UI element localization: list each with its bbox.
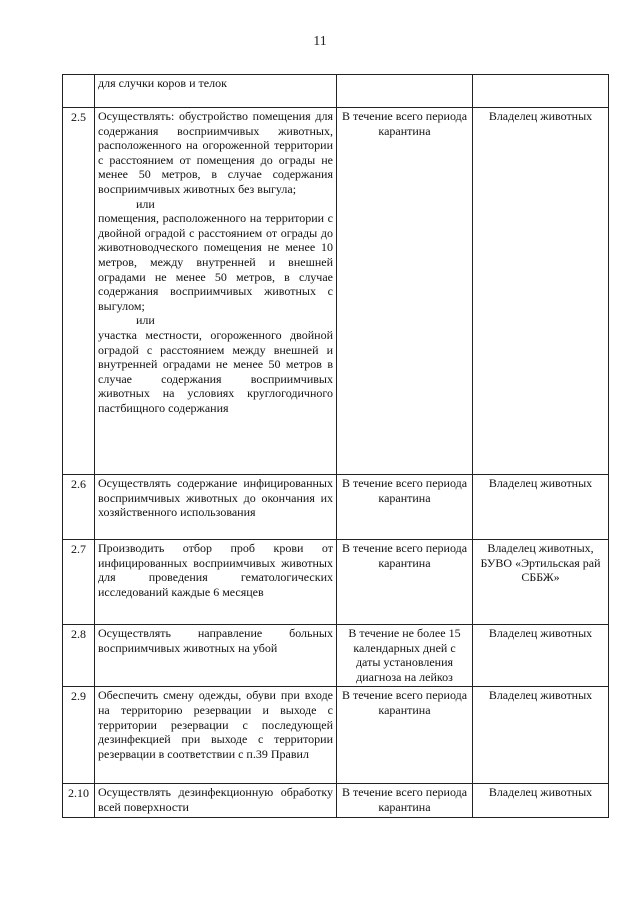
action-text: Обеспечить смену одежды, обуви при входе на территорию резервации и выходе с территории резервации с последующей дезинфекцией при выходе с территории резервации в соответствии с п.39 Правил bbox=[95, 687, 337, 784]
term-text: В течение всего периода карантина bbox=[337, 687, 473, 784]
row-number: 2.6 bbox=[63, 475, 95, 540]
table-row-2-5 bbox=[63, 108, 609, 475]
page-number: 11 bbox=[313, 34, 327, 49]
action-text bbox=[95, 108, 337, 475]
row-number: 2.9 bbox=[63, 687, 95, 784]
row-number: 2.5 bbox=[63, 108, 95, 475]
term-text: В течение всего периода карантина bbox=[337, 475, 473, 540]
responsible-text: Владелец животных bbox=[473, 475, 609, 540]
responsible-text: Владелец животных bbox=[473, 687, 609, 784]
action-text: Осуществлять дезинфекционную обработку всей поверхности bbox=[95, 784, 337, 817]
table-row-2-8 bbox=[63, 625, 609, 687]
table-row-2-6 bbox=[63, 475, 609, 540]
responsible-text: Владелец животных bbox=[473, 784, 609, 817]
action-option-1: Осуществлять: обустройство помещения для содержания восприимчивых животных, расположенного на огороженной территории с расстоянием от помещения до ограды не менее 50 метров, в случае содержания восприимчивых животных без выгула; bbox=[98, 109, 333, 196]
action-or-separator: или bbox=[136, 313, 155, 328]
table-row-2-9 bbox=[63, 687, 609, 784]
responsible-text: Владелец животных bbox=[473, 625, 609, 687]
row-number: 2.10 bbox=[63, 784, 95, 817]
action-text: Осуществлять направление больных восприимчивых животных на убой bbox=[95, 625, 337, 687]
action-text: для случки коров и телок bbox=[95, 75, 337, 108]
responsible-text: Владелец животных, БУВО «Эртильская рай СББЖ» bbox=[473, 540, 609, 625]
table-row-continuation bbox=[63, 75, 609, 108]
row-number: 2.8 bbox=[63, 625, 95, 687]
action-text: Производить отбор проб крови от инфицированных восприимчивых животных для проведения гематологических исследований каждые 6 месяцев bbox=[95, 540, 337, 625]
table-row-2-7 bbox=[63, 540, 609, 625]
row-number bbox=[63, 75, 95, 108]
responsible-text: Владелец животных bbox=[473, 108, 609, 475]
action-option-3: участка местности, огороженного двойной оградой с расстоянием между внешней и внутренней оградами не менее 50 метров в случае содержания восприимчивых животных на условиях круглогодичного пастбищного содержания bbox=[98, 327, 333, 415]
term-text: В течение не более 15 календарных дней с даты установления диагноза на лейкоз bbox=[337, 625, 473, 687]
action-text: Осуществлять содержание инфицированных восприимчивых животных до окончания их хозяйственного использования bbox=[95, 475, 337, 540]
action-or-separator: или bbox=[136, 196, 155, 211]
term-text: В течение всего периода карантина bbox=[337, 108, 473, 475]
term-text: В течение всего периода карантина bbox=[337, 784, 473, 817]
table-row-2-10 bbox=[63, 784, 609, 817]
responsible-text bbox=[473, 75, 609, 108]
action-option-2: помещения, расположенного на территории с двойной оградой с расстоянием от ограды до животноводческого помещения не менее 10 метров, между внутренней и внешней оградами не менее 50 метров, в случае содержания восприимчивых животных с выгулом; bbox=[98, 211, 333, 313]
row-number: 2.7 bbox=[63, 540, 95, 625]
measures-table bbox=[62, 74, 609, 818]
term-text: В течение всего периода карантина bbox=[337, 540, 473, 625]
term-text bbox=[337, 75, 473, 108]
